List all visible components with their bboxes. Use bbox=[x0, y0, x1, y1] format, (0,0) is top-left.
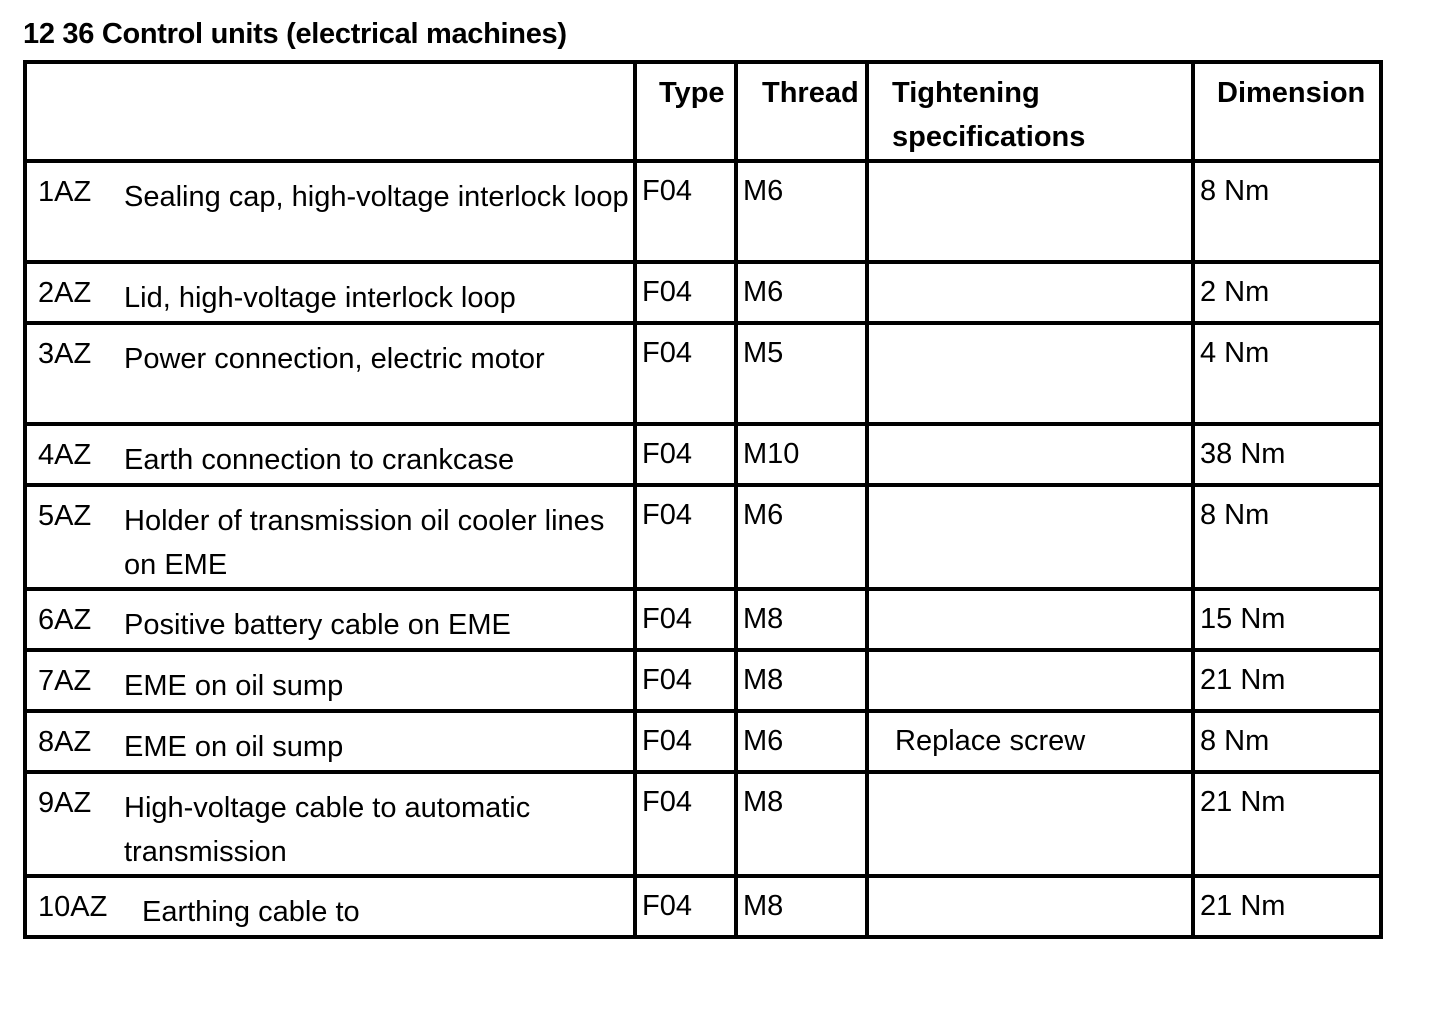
tightening-value bbox=[869, 591, 1191, 599]
thread-value: M6 bbox=[743, 499, 784, 531]
dimension-value: 8 Nm bbox=[1200, 725, 1270, 757]
tightening-cell bbox=[867, 485, 1193, 589]
type-cell bbox=[635, 650, 736, 711]
table-row bbox=[25, 485, 1381, 589]
type-cell bbox=[635, 711, 736, 772]
header-dimension: Dimension bbox=[1193, 62, 1381, 161]
dimension-value: 38 Nm bbox=[1200, 438, 1286, 470]
thread-value: M8 bbox=[743, 603, 784, 635]
description-cell bbox=[25, 262, 635, 323]
tightening-cell bbox=[867, 589, 1193, 650]
item-code: 9AZ bbox=[38, 787, 92, 819]
item-code: 3AZ bbox=[38, 338, 92, 370]
tightening-cell bbox=[867, 650, 1193, 711]
dimension-cell bbox=[1193, 485, 1381, 589]
thread-cell bbox=[736, 262, 867, 323]
type-cell bbox=[635, 424, 736, 485]
header-thread: Thread bbox=[736, 62, 867, 161]
dimension-cell bbox=[1193, 711, 1381, 772]
table-row bbox=[25, 876, 1381, 937]
dimension-value: 2 Nm bbox=[1200, 276, 1270, 308]
item-description: High-voltage cable to automatic transmission bbox=[124, 792, 531, 868]
description-cell bbox=[25, 161, 635, 262]
description-cell bbox=[25, 711, 635, 772]
description-cell bbox=[25, 485, 635, 589]
thread-cell bbox=[736, 323, 867, 424]
item-description: Earth connection to crankcase bbox=[124, 444, 515, 476]
table-header-row bbox=[25, 62, 1381, 161]
table-row bbox=[25, 323, 1381, 424]
type-cell bbox=[635, 161, 736, 262]
dimension-cell bbox=[1193, 650, 1381, 711]
thread-value: M6 bbox=[743, 276, 784, 308]
type-value: F04 bbox=[642, 175, 692, 207]
page-title: 12 36 Control units (electrical machines) bbox=[23, 18, 567, 50]
type-value: F04 bbox=[642, 499, 692, 531]
dimension-value: 15 Nm bbox=[1200, 603, 1286, 635]
type-cell bbox=[635, 772, 736, 876]
dimension-value: 21 Nm bbox=[1200, 890, 1286, 922]
dimension-value: 8 Nm bbox=[1200, 175, 1270, 207]
table-row bbox=[25, 772, 1381, 876]
tightening-value bbox=[869, 325, 1191, 333]
tightening-cell bbox=[867, 323, 1193, 424]
item-description: Lid, high-voltage interlock loop bbox=[124, 282, 516, 314]
thread-value: M10 bbox=[743, 438, 800, 470]
table-row bbox=[25, 589, 1381, 650]
dimension-value: 21 Nm bbox=[1200, 664, 1286, 696]
type-value: F04 bbox=[642, 786, 692, 818]
tightening-value bbox=[869, 487, 1191, 495]
type-value: F04 bbox=[642, 890, 692, 922]
item-description: Sealing cap, high-voltage interlock loop bbox=[124, 181, 629, 213]
dimension-value: 8 Nm bbox=[1200, 499, 1270, 531]
dimension-value: 4 Nm bbox=[1200, 337, 1270, 369]
item-code: 8AZ bbox=[38, 726, 92, 758]
thread-cell bbox=[736, 650, 867, 711]
type-value: F04 bbox=[642, 276, 692, 308]
thread-value: M5 bbox=[743, 337, 784, 369]
type-value: F04 bbox=[642, 725, 692, 757]
item-description: EME on oil sump bbox=[124, 731, 344, 763]
item-code: 10AZ bbox=[38, 891, 108, 923]
type-cell bbox=[635, 589, 736, 650]
type-value: F04 bbox=[642, 337, 692, 369]
description-cell bbox=[25, 424, 635, 485]
description-cell bbox=[25, 650, 635, 711]
table-row bbox=[25, 650, 1381, 711]
thread-cell bbox=[736, 589, 867, 650]
table-row bbox=[25, 262, 1381, 323]
thread-cell bbox=[736, 876, 867, 937]
tightening-cell bbox=[867, 772, 1193, 876]
table-row bbox=[25, 161, 1381, 262]
dimension-cell bbox=[1193, 161, 1381, 262]
tightening-cell bbox=[867, 424, 1193, 485]
tightening-value bbox=[869, 264, 1191, 272]
tightening-torque-table bbox=[23, 60, 1383, 939]
table-row bbox=[25, 711, 1381, 772]
tightening-value bbox=[869, 163, 1191, 171]
type-cell bbox=[635, 876, 736, 937]
thread-cell bbox=[736, 772, 867, 876]
dimension-cell bbox=[1193, 262, 1381, 323]
tightening-cell bbox=[867, 711, 1193, 772]
tightening-cell bbox=[867, 262, 1193, 323]
thread-cell bbox=[736, 424, 867, 485]
dimension-cell bbox=[1193, 876, 1381, 937]
dimension-value: 21 Nm bbox=[1200, 786, 1286, 818]
tightening-cell bbox=[867, 161, 1193, 262]
thread-cell bbox=[736, 711, 867, 772]
type-cell bbox=[635, 262, 736, 323]
item-description: Holder of transmission oil cooler lines on EME bbox=[124, 505, 605, 581]
type-value: F04 bbox=[642, 438, 692, 470]
tightening-value bbox=[869, 774, 1191, 782]
thread-value: M8 bbox=[743, 890, 784, 922]
item-code: 6AZ bbox=[38, 604, 92, 636]
description-cell bbox=[25, 589, 635, 650]
item-description: Earthing cable to bbox=[142, 896, 360, 928]
item-description: Positive battery cable on EME bbox=[124, 609, 511, 641]
tightening-value: Replace screw bbox=[895, 725, 1086, 757]
thread-cell bbox=[736, 485, 867, 589]
dimension-cell bbox=[1193, 772, 1381, 876]
thread-cell bbox=[736, 161, 867, 262]
type-cell bbox=[635, 485, 736, 589]
tightening-value bbox=[869, 878, 1191, 886]
dimension-cell bbox=[1193, 589, 1381, 650]
item-code: 2AZ bbox=[38, 277, 92, 309]
header-tightening-specifications: Tightening specifications bbox=[867, 62, 1193, 161]
table-row bbox=[25, 424, 1381, 485]
dimension-cell bbox=[1193, 424, 1381, 485]
thread-value: M6 bbox=[743, 725, 784, 757]
tightening-value bbox=[869, 652, 1191, 660]
type-cell bbox=[635, 323, 736, 424]
thread-value: M6 bbox=[743, 175, 784, 207]
description-cell bbox=[25, 876, 635, 937]
tightening-cell bbox=[867, 876, 1193, 937]
item-code: 7AZ bbox=[38, 665, 92, 697]
header-description bbox=[25, 62, 635, 161]
dimension-cell bbox=[1193, 323, 1381, 424]
thread-value: M8 bbox=[743, 786, 784, 818]
type-value: F04 bbox=[642, 603, 692, 635]
description-cell bbox=[25, 772, 635, 876]
header-type: Type bbox=[635, 62, 736, 161]
item-description: EME on oil sump bbox=[124, 670, 344, 702]
tightening-value bbox=[869, 426, 1191, 434]
item-code: 4AZ bbox=[38, 439, 92, 471]
item-description: Power connection, electric motor bbox=[124, 343, 545, 375]
item-code: 1AZ bbox=[38, 176, 92, 208]
description-cell bbox=[25, 323, 635, 424]
type-value: F04 bbox=[642, 664, 692, 696]
thread-value: M8 bbox=[743, 664, 784, 696]
item-code: 5AZ bbox=[38, 500, 92, 532]
